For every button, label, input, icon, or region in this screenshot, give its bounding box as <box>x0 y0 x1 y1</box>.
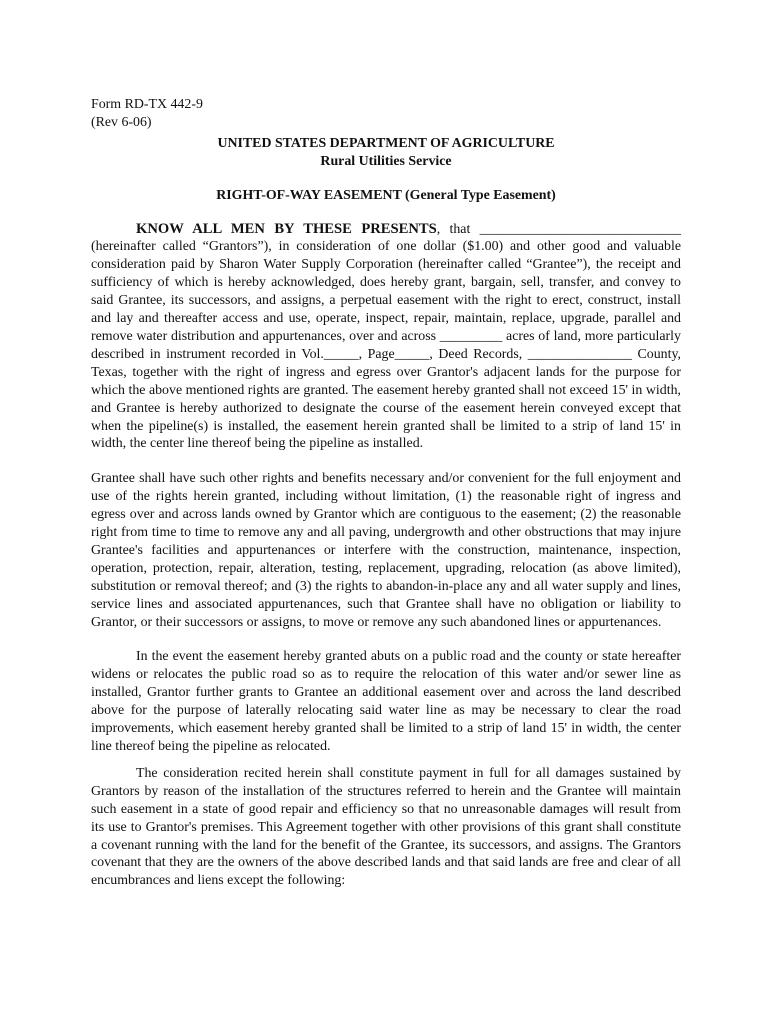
department-name: UNITED STATES DEPARTMENT OF AGRICULTURE <box>217 135 555 151</box>
document-page <box>91 96 681 890</box>
form-revision: (Rev 6-06) <box>91 114 152 130</box>
paragraph-road-relocation: In the event the easement hereby granted abuts on a public road and the county or state hereafter widens or relocates the public road so as to require the relocation of this water and/or sewer line as installed, Grantor further grants to Grantee an additional easement over and across the land described above for the purpose of laterally relocating said water line as may be necessary to clear the road improvements, which easement hereby granted shall be limited to a strip of land 15' in width, the center line thereof being the pipeline as relocated. <box>91 649 681 754</box>
service-name: Rural Utilities Service <box>320 153 452 169</box>
grant-text: , that _____________________________ (hereinafter called “Grantors”), in consideration of one dollar ($1.00) and other good and valuable consideration paid by Sharon Water Supply Corporation (hereinafter called “Grantee”), the receipt and sufficiency of which is hereby acknowledged, does hereby grant, bargain, sell, transfer, and convey to said Grantee, its successors, and assigns, a perpetual easement with the right to erect, construct, install and lay and thereafter access and use, operate, inspect, repair, maintain, replace, upgrade, parallel and remove water distribution and appurtenances, over and across _________ acres of land, more particularly described in instrument recorded in Vol._____, Page_____, Deed Records, _______________ County, Texas, together with the right of ingress and egress over Grantor's adjacent lands for the purpose for which the above mentioned rights are granted. The easement hereby granted shall not exceed 15' in width, and Grantee is hereby authorized to designate the course of the easement herein conveyed except that when the pipeline(s) is installed, the easement herein granted shall be limited to a strip of land 15' in width, the center line thereof being the pipeline as installed. <box>91 221 681 452</box>
paragraph-grant <box>91 221 681 454</box>
document-title: RIGHT-OF-WAY EASEMENT (General Type Easement) <box>216 187 556 203</box>
form-number: Form RD-TX 442-9 <box>91 97 203 112</box>
paragraph-consideration: The consideration recited herein shall constitute payment in full for all damages sustained by Grantors by reason of the installation of the structures referred to herein and the Grantee will maintain such easement in a state of good repair and efficiency so that no unreasonable damages will result from its use to Grantor's premises. This Agreement together with other provisions of this grant shall constitute a covenant running with the land for the benefit of the Grantee, its successors, and assigns. The Grantors covenant that they are the owners of the above described lands and that said lands are free and clear of all encumbrances and liens except the following: <box>91 765 681 889</box>
grant-lead-phrase: KNOW ALL MEN BY THESE PRESENTS <box>136 220 437 237</box>
paragraph-grantee-rights: Grantee shall have such other rights and benefits necessary and/or convenient for the full enjoyment and use of the rights herein granted, including without limitation, (1) the reasonable right of ingress and egress over and across lands owned by Grantor which are contiguous to the easement; (2) the reasonable right from time to time to remove any and all paving, undergrowth and other obstructions that may injure Grantee's facilities and appurtenances or interfere with the construction, maintenance, inspection, operation, protection, repair, alteration, testing, replacement, upgrading, relocation (as above limited), substitution or removal thereof; and (3) the rights to abandon-in-place any and all water supply and lines, service lines and associated appurtenances, such that Grantee shall have no obligation or liability to Grantor, or their successors or assigns, to move or remove any such abandoned lines or appurtenances. <box>91 471 681 630</box>
